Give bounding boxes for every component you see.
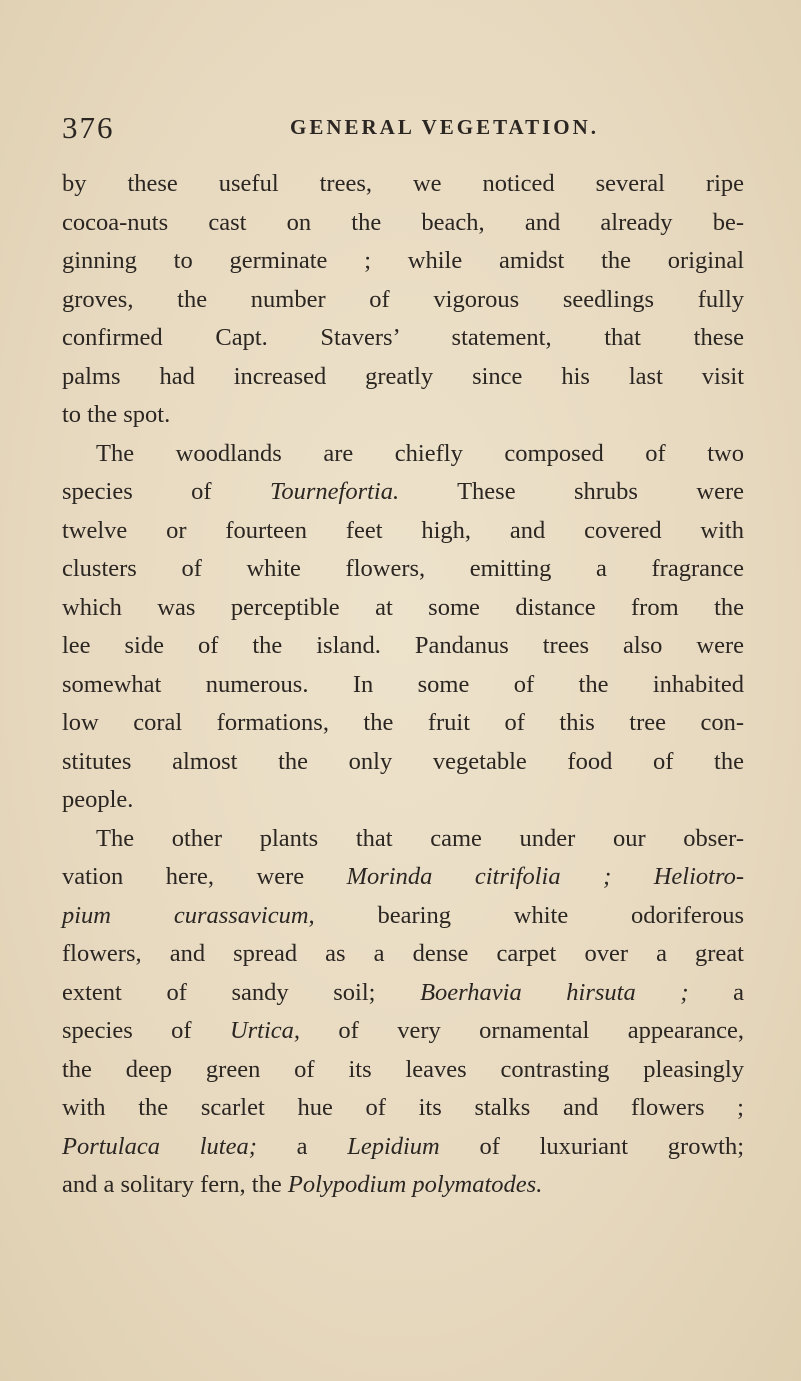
text-line: to the spot. xyxy=(62,401,171,428)
text-line: groves, the number of vigorous seedlings fully xyxy=(62,285,744,313)
text-line xyxy=(62,1012,744,1051)
text-line xyxy=(62,1166,744,1205)
text-line: stitutes almost the only vegetable food of the xyxy=(62,747,744,775)
text-line: which was perceptible at some distance from the xyxy=(62,593,744,621)
species-name: Tournefortia. xyxy=(269,478,400,505)
text-line: the deep green of its leaves contrasting pleasingly xyxy=(62,1055,744,1083)
page-number: 376 xyxy=(62,110,115,145)
text-line: people. xyxy=(62,786,134,813)
text-run: of very ornamental appearance, xyxy=(300,1017,744,1044)
text-line: clusters of white flowers, emitting a fragrance xyxy=(62,555,744,582)
text-line xyxy=(62,858,744,897)
text-run: of luxuriant growth; xyxy=(439,1132,744,1160)
species-name: Polypodium polymatodes. xyxy=(287,1171,543,1198)
text-line: confirmed Capt. Stavers’ statement, that these xyxy=(62,324,744,351)
text-line: ginning to germinate ; while amidst the original xyxy=(62,247,744,274)
text-run: extent of sandy soil; xyxy=(62,978,421,1006)
text-run: These shrubs were xyxy=(399,478,744,505)
text-line: lee side of the island. Pandanus trees also were xyxy=(62,632,744,659)
text-line: The woodlands are chiefly composed of two xyxy=(96,439,744,467)
running-head: GENERAL VEGETATION. xyxy=(290,115,600,139)
text-line: The other plants that came under our obser- xyxy=(96,824,744,852)
text-line xyxy=(62,473,744,512)
text-run: a xyxy=(688,978,744,1006)
text-line: by these useful trees, we noticed several ripe xyxy=(62,170,744,197)
text-line xyxy=(62,974,744,1013)
text-line: low coral formations, the fruit of this tree con- xyxy=(62,709,744,736)
text-line: cocoa-nuts cast on the beach, and already be- xyxy=(62,208,744,236)
text-run: species of xyxy=(62,1017,230,1044)
text-run: and a solitary fern, the xyxy=(62,1171,288,1198)
text-line: palms had increased greatly since his last visit xyxy=(62,362,744,390)
species-name: Portulaca lutea; xyxy=(62,1132,257,1160)
text-line: with the scarlet hue of its stalks and flowers ; xyxy=(62,1094,744,1121)
text-line xyxy=(62,1128,744,1167)
species-name: Urtica, xyxy=(229,1017,301,1044)
species-name: pium curassavicum, xyxy=(62,901,315,929)
text-line xyxy=(62,897,744,936)
species-name: Lepidium xyxy=(347,1132,440,1160)
text-run: bearing white odoriferous xyxy=(314,901,744,929)
page-header xyxy=(62,110,742,150)
text-run: species of xyxy=(62,478,270,505)
text-run: vation here, were xyxy=(62,863,347,890)
species-name: Morinda citrifolia ; Heliotro- xyxy=(346,863,744,890)
text-run: a xyxy=(256,1132,348,1160)
species-name: Boerhavia hirsuta ; xyxy=(420,978,689,1006)
body-text xyxy=(62,165,744,1205)
text-line: flowers, and spread as a dense carpet over a great xyxy=(62,940,744,967)
text-line: twelve or fourteen feet high, and covered with xyxy=(62,516,744,544)
text-line: somewhat numerous. In some of the inhabited xyxy=(62,670,744,698)
